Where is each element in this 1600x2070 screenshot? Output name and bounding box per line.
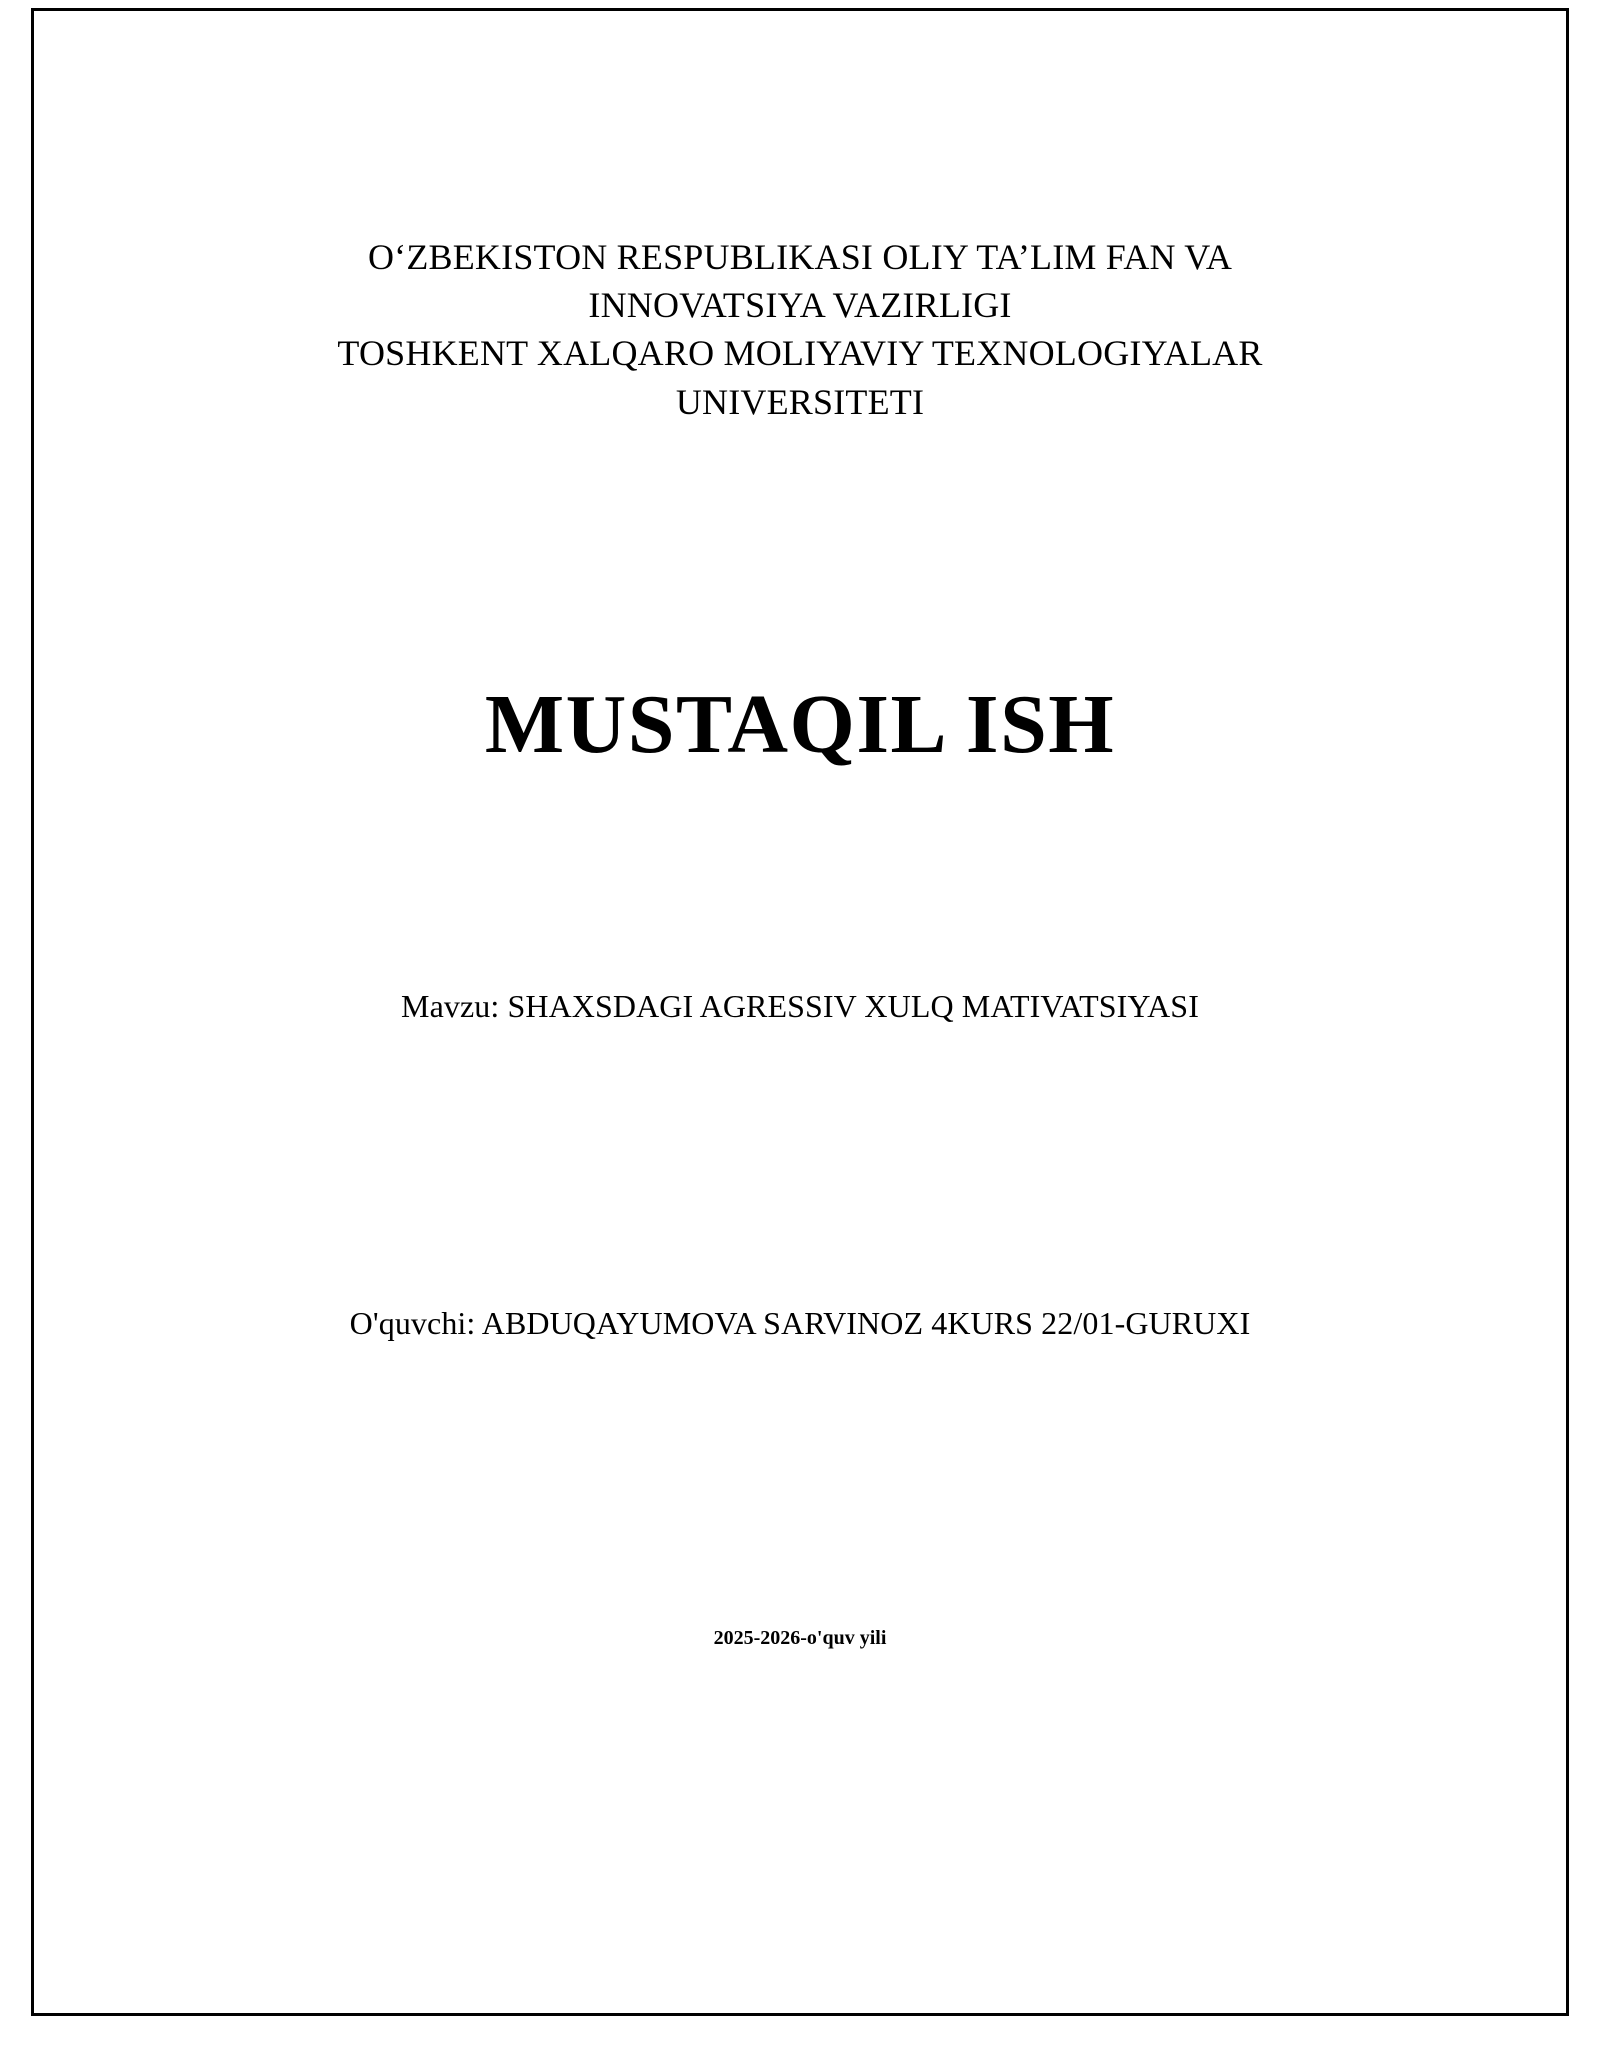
organization-line-3: TOSHKENT XALQARO MOLIYAVIY TEXNOLOGIYALAR <box>337 333 1263 374</box>
subject-label: Mavzu: SHAXSDAGI AGRESSIV XULQ MATIVATSIYASI <box>401 987 1199 1024</box>
student-label: O'quvchi: ABDUQAYUMOVA SARVINOZ 4KURS 22/01-GURUXI <box>349 1304 1251 1341</box>
organization-line-4: UNIVERSITETI <box>675 381 925 422</box>
organization-line-2: INNOVATSIYA VAZIRLIGI <box>588 285 1012 326</box>
page-border-frame <box>31 8 1569 2016</box>
organization-heading <box>337 233 1262 426</box>
cover-page-content <box>34 11 1566 2013</box>
organization-line-1: O‘ZBEKISTON RESPUBLIKASI OLIY TA’LIM FAN VA <box>367 237 1233 277</box>
document-title: MUSTAQIL ISH <box>484 677 1116 771</box>
academic-year-label: 2025-2026-o'quv yili <box>713 1626 887 1649</box>
